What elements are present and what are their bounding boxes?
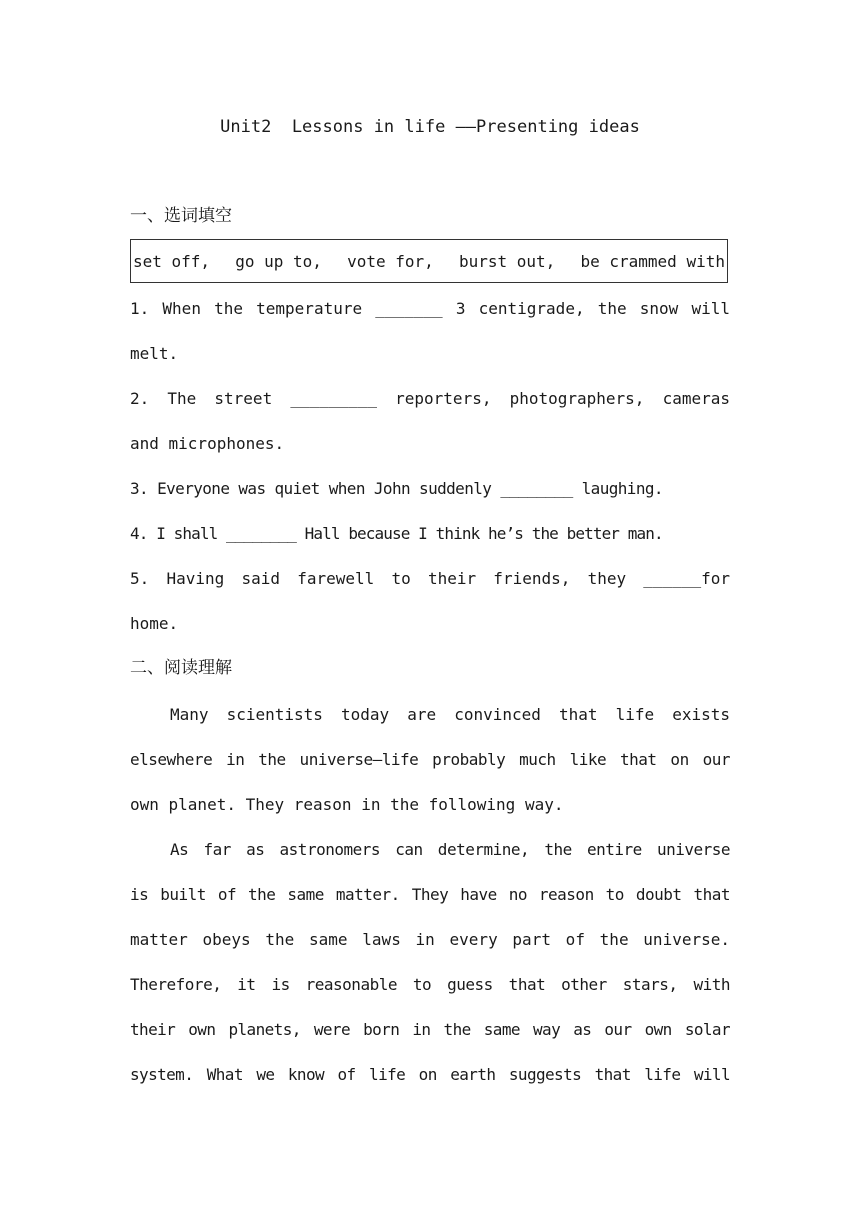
word-bank-item: vote for, bbox=[347, 251, 434, 271]
question-4: 4. I shall ________ Hall because I think he’s the better man. bbox=[130, 524, 663, 543]
question-5-line-1: 5. Having said farewell to their friends, they ______for bbox=[130, 569, 730, 588]
passage-line: Therefore, it is reasonable to guess that other stars, with bbox=[130, 975, 730, 994]
passage-line: system. What we know of life on earth suggests that life will bbox=[130, 1065, 730, 1084]
word-bank-item: be crammed with bbox=[580, 251, 725, 271]
word-bank-item: burst out, bbox=[458, 251, 556, 271]
passage-line: matter obeys the same laws in every part of the universe. bbox=[130, 930, 730, 949]
question-1-line-2: melt. bbox=[130, 344, 179, 363]
question-5-line-2: home. bbox=[130, 614, 179, 633]
passage-line: elsewhere in the universe—life probably much like that on our bbox=[130, 750, 730, 769]
passage-line: own planet. They reason in the following way. bbox=[130, 795, 564, 814]
vocabulary-questions bbox=[130, 286, 730, 646]
question-2-line-1: 2. The street _________ reporters, photographers, cameras bbox=[130, 389, 730, 408]
word-bank-item: go up to, bbox=[235, 251, 322, 271]
question-3: 3. Everyone was quiet when John suddenly ________ laughing. bbox=[130, 479, 663, 498]
passage-line: As far as astronomers can determine, the entire universe bbox=[170, 840, 730, 859]
question-2-line-2: and microphones. bbox=[130, 434, 285, 453]
word-bank-item: set off, bbox=[133, 251, 211, 271]
page-title: Unit2 Lessons in life ——Presenting ideas bbox=[220, 117, 640, 137]
section-heading-vocabulary: 一、选词填空 bbox=[130, 206, 232, 226]
section-heading-reading: 二、阅读理解 bbox=[130, 658, 232, 678]
passage-line: their own planets, were born in the same way as our own solar bbox=[130, 1020, 730, 1039]
reading-passage bbox=[130, 692, 730, 1097]
passage-line: Many scientists today are convinced that life exists bbox=[170, 705, 730, 724]
question-1-line-1: 1. When the temperature _______ 3 centigrade, the snow will bbox=[130, 299, 730, 318]
word-bank-box bbox=[130, 239, 728, 283]
passage-line: is built of the same matter. They have no reason to doubt that bbox=[130, 885, 730, 904]
